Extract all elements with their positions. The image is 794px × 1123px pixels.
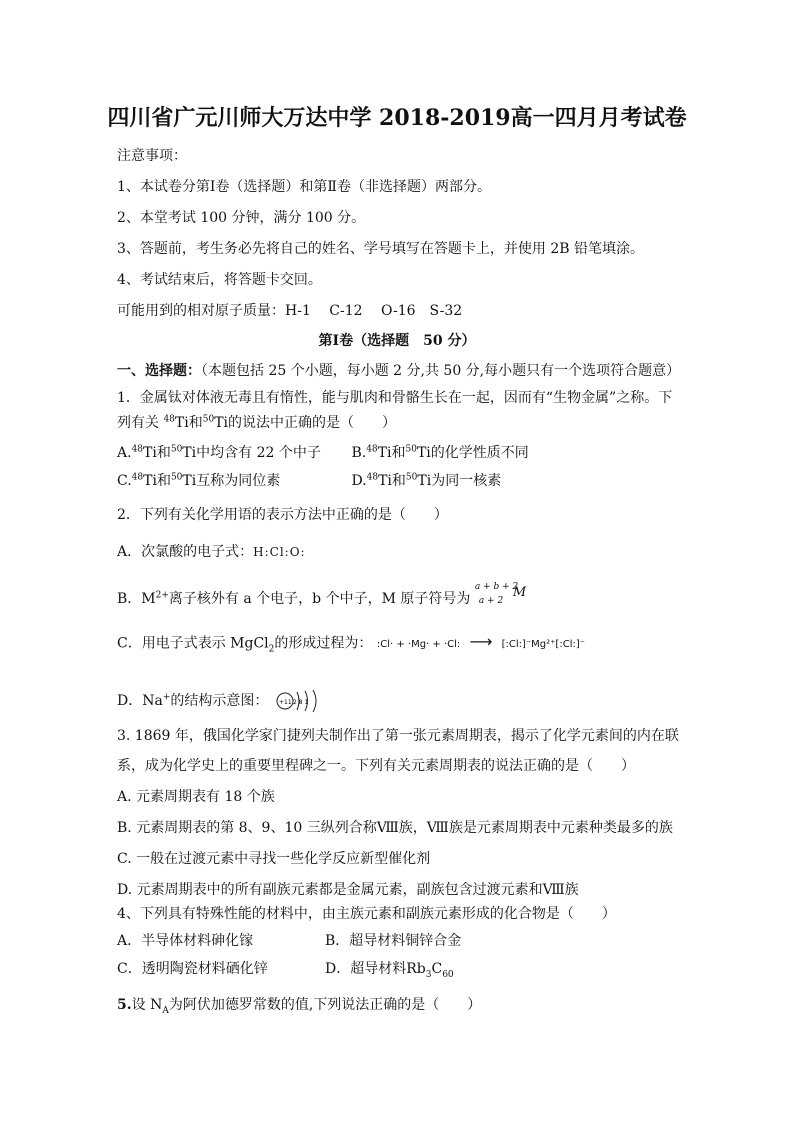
notice-item-1: 1、本试卷分第Ⅰ卷（选择题）和第Ⅱ卷（非选择题）两部分。 [117,179,491,195]
part1-label: 一、选择题： [117,363,201,379]
svg-text:+11: +11 [278,699,292,706]
q3-line1: 3. 1869 年，俄国化学家门捷列夫制作出了第一张元素周期表，揭示了化学元素间的内在联 [117,728,679,744]
q3-option-c: C. 一般在过渡元素中寻找一些化学反应新型催化剂 [117,851,431,867]
q1-option-b: B.$^{48}$Ti和$^{50}$Ti的化学性质不同 [351,444,529,461]
q2-option-b: B．$M^{2+}$离子核外有 a 个电子，b 个中子，M 原子符号为 a + b + 2 a + 2 M [117,587,527,611]
q4-option-b: B．超导材料铜锌合金 [325,933,462,949]
q3-line2: 系，成为化学史上的重要里程碑之一。下列有关元素周期表的说法正确的是（ ） [117,758,635,774]
q4-option-a: A．半导体材料砷化镓 [117,933,254,949]
q2-stem: 2．下列有关化学用语的表示方法中正确的是（ ） [117,507,448,523]
notice-heading: 注意事项： [117,148,187,164]
q4-option-d: D．超导材料$Rb_3C_{60}$ [325,961,454,980]
q4-options-ab [117,931,461,951]
svg-text:2 8 1: 2 8 1 [292,699,309,706]
q1-option-a: A.$^{48}$Ti和$^{50}$Ti中均含有 22 个中子 [117,444,321,461]
notice-item-4: 4、考试结束后，将答题卡交回。 [117,272,322,288]
hclo-electron-formula: H:Cl:O: [253,545,306,559]
part1-header [117,361,680,381]
q2-option-a: A．次氯酸的电子式：H:Cl:O: [117,544,306,560]
section-title: 第Ⅰ卷（选择题 50 分） [318,333,476,349]
na-ion-structure-diagram [275,688,329,714]
q2-option-d: D．Na+的结构示意图： +11 2 8 1 [117,688,329,714]
part1-desc: （本题包括 25 个小题，每小题 2 分,共 50 分,每小题只有一个选项符合题意） [201,363,681,379]
notice-item-3: 3、答题前，考生务必先将自己的姓名、学号填写在答题卡上，并使用 2B 铅笔填涂。 [117,241,645,257]
q1-options-cd [117,471,501,491]
page-title: 四川省广元川师大万达中学 2018-2019高一四月月考试卷 [107,105,687,131]
q3-option-b: B. 元素周期表的第 8、9、10 三纵列合称Ⅷ族，Ⅷ族是元素周期表中元素种类最多的族 [117,820,673,836]
q4-stem: 4、下列具有特殊性能的材料中，由主族元素和副族元素形成的化合物是（ ） [117,906,616,922]
atomic-mass-note: 可能用到的相对原子质量：H-1 C-12 O-16 S-32 [117,303,463,319]
atom-symbol-notation: a + b + 2 a + 2 M [474,582,527,606]
q1-options-ab [117,443,529,463]
q4-options-cd [117,959,454,979]
notice-item-2: 2、本堂考试 100 分钟，满分 100 分。 [117,210,366,226]
q1-line1: 1．金属钛对体液无毒且有惰性，能与肌肉和骨骼生长在一起，因而有“生物金属”之称。下 [117,390,673,406]
q3-option-a: A. 元素周期表有 18 个族 [117,789,275,805]
mgcl2-formation-diagram: :Cl· + ·Mg· + ·Cl: ⟶ [:Cl:]⁻Mg²⁺[:Cl:]⁻ [376,632,586,651]
q4-option-c: C．透明陶瓷材料硒化锌 [117,961,268,977]
q1-option-d: D.$^{48}$Ti和$^{50}$Ti为同一核素 [351,472,502,489]
q3-option-d: D. 元素周期表中的所有副族元素都是金属元素，副族包含过渡元素和Ⅷ族 [117,882,579,898]
q1-option-c: C.$^{48}$Ti和$^{50}$Ti互称为同位素 [117,472,281,489]
q2-option-c: C．用电子式表示 MgCl$_2$的形成过程为： :Cl· + ·Mg· + ·Cl: ⟶ [:Cl:]⁻Mg²⁺[:Cl:]⁻ [117,632,586,655]
q5-stem: 5.设 $N_A$为阿伏加德罗常数的值,下列说法正确的是（ ） [117,997,482,1016]
q1-line2: 列有关 $^{48}$Ti和$^{50}$Ti的说法中正确的是（ ） [117,414,397,431]
